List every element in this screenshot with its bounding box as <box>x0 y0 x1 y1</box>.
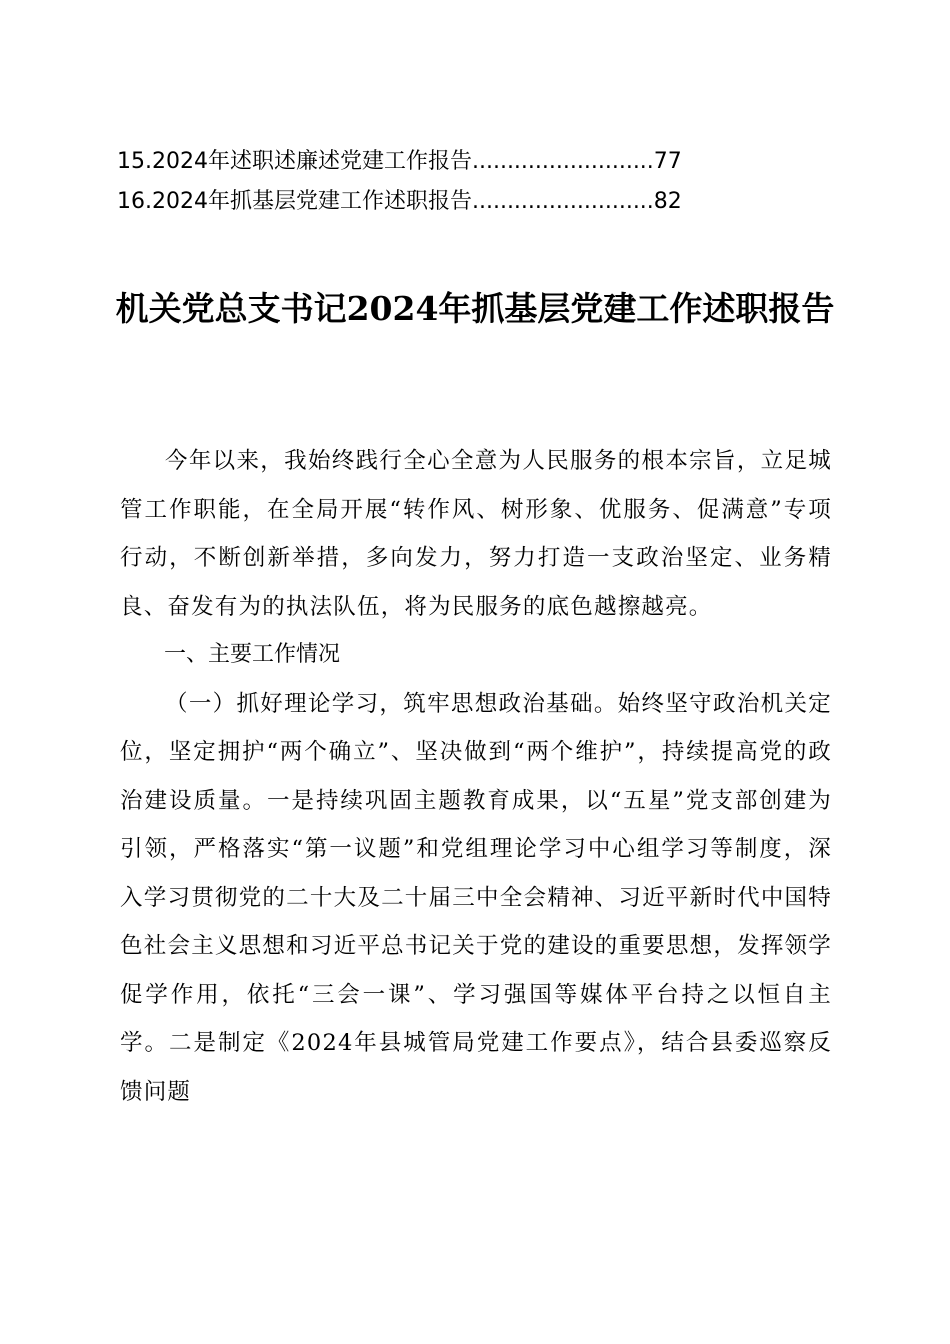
section-paragraph-theory-study: （一）抓好理论学习，筑牢思想政治基础。始终坚守政治机关定位，坚定拥护“两个确立”、坚决做到“两个维护”，持续提高党的政治建设质量。一是持续巩固主题教育成果，以“五星”党支部创建为引领，严格落实“第一议题”和党组理论学习中心组学习等制度，深入学习贯彻党的二十大及二十届三中全会精神、习近平新时代中国特色社会主义思想和习近平总书记关于党的建设的重要思想，发挥领学促学作用，依托“三会一课”、学习强国等媒体平台持之以恒自主学。二是制定《2024年县城管局党建工作要点》，结合县委巡察反馈问题 <box>120 690 832 1105</box>
document-body <box>120 437 832 1116</box>
toc-entry-15[interactable]: 15.2024年述职述廉述党建工作报告..........................77 <box>117 149 682 174</box>
section-heading-main-work: 一、主要工作情况 <box>164 642 341 667</box>
intro-paragraph: 今年以来，我始终践行全心全意为人民服务的根本宗旨，立足城管工作职能，在全局开展“转作风、树形象、优服务、促满意”专项行动，不断创新举措，多向发力，努力打造一支政治坚定、业务精良、奋发有为的执法队伍，将为民服务的底色越擦越亮。 <box>120 448 832 620</box>
toc-entry-16[interactable]: 16.2024年抓基层党建工作述职报告..........................82 <box>117 189 682 214</box>
document-title: 机关党总支书记2024年抓基层党建工作述职报告 <box>115 289 835 328</box>
table-of-contents <box>117 142 837 222</box>
